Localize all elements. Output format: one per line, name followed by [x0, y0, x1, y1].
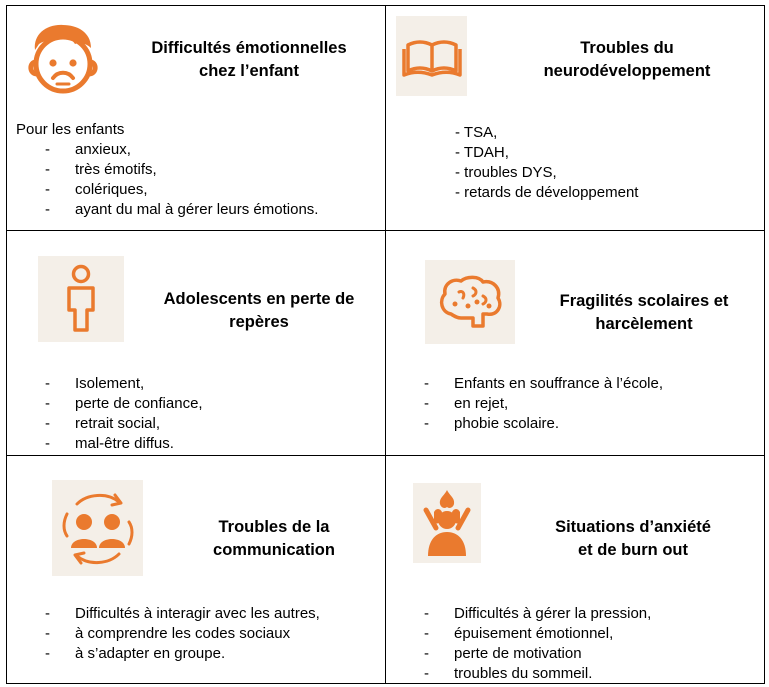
list-item: - retards de développement [455, 183, 638, 203]
cell-title [526, 290, 762, 336]
cell-list [45, 374, 203, 454]
list-item: - TDAH, [455, 143, 638, 163]
cell-adolescents [7, 231, 385, 455]
title-line: Troubles du [580, 39, 674, 57]
icon-container [38, 256, 124, 342]
list-item: - troubles du sommeil. [424, 664, 651, 684]
list-item: - à comprendre les codes sociaux [45, 624, 320, 644]
person-icon [61, 264, 101, 334]
icon-container [396, 16, 467, 96]
list-item: - anxieux, [45, 140, 318, 160]
icon-container [413, 483, 481, 563]
list-item: - ayant du mal à gérer leurs émotions. [45, 200, 318, 220]
icon-container [52, 480, 143, 576]
cell-school-fragility [386, 231, 766, 455]
burnout-head-icon [422, 488, 472, 558]
list-item: - à s’adapter en groupe. [45, 644, 320, 664]
cell-title [167, 516, 381, 562]
cell-title [117, 37, 381, 83]
open-book-icon [402, 31, 462, 81]
list-item: - phobie scolaire. [424, 414, 663, 434]
title-line: communication [213, 541, 335, 559]
list-item: - en rejet, [424, 394, 663, 414]
title-line: Troubles de la [218, 518, 330, 536]
list-item: - Difficultés à interagir avec les autres, [45, 604, 320, 624]
child-sad-face-icon [25, 20, 101, 98]
list-item: - Isolement, [45, 374, 203, 394]
cell-list [45, 140, 318, 220]
list-item: - très émotifs, [45, 160, 318, 180]
list-item: - Difficultés à gérer la pression, [424, 604, 651, 624]
list-item: - retrait social, [45, 414, 203, 434]
cell-title [504, 516, 762, 562]
list-item: - colériques, [45, 180, 318, 200]
cell-list [424, 604, 651, 684]
title-line: Situations d’anxiété [555, 518, 711, 536]
list-item: - Enfants en souffrance à l’école, [424, 374, 663, 394]
list-item: - perte de confiance, [45, 394, 203, 414]
two-people-exchange-icon [59, 486, 137, 570]
title-line: et de burn out [578, 541, 688, 559]
cell-list [424, 374, 663, 434]
title-line: Fragilités scolaires et [559, 292, 729, 310]
title-line: chez l’enfant [199, 62, 299, 80]
list-item: - TSA, [455, 123, 638, 143]
cell-neurodevelopment [386, 6, 766, 230]
cell-list [455, 123, 638, 203]
brain-icon [437, 274, 503, 330]
cell-intro: Pour les enfants [16, 121, 125, 138]
cell-communication [7, 456, 385, 685]
list-item: - mal-être diffus. [45, 434, 203, 454]
icon-container [19, 15, 107, 103]
list-item: - perte de motivation [424, 644, 651, 664]
title-line: harcèlement [595, 315, 693, 333]
cell-title [491, 37, 763, 83]
title-line: neurodéveloppement [543, 62, 711, 80]
cell-emotional-difficulties [7, 6, 385, 230]
cell-anxiety-burnout [386, 456, 766, 685]
list-item: - troubles DYS, [455, 163, 638, 183]
title-line: repères [229, 313, 289, 331]
title-line: Difficultés émotionnelles [151, 39, 347, 57]
icon-container [425, 260, 515, 344]
cell-title [137, 288, 381, 334]
services-table [6, 5, 765, 684]
cell-list [45, 604, 320, 664]
list-item: - épuisement émotionnel, [424, 624, 651, 644]
title-line: Adolescents en perte de [163, 290, 355, 308]
